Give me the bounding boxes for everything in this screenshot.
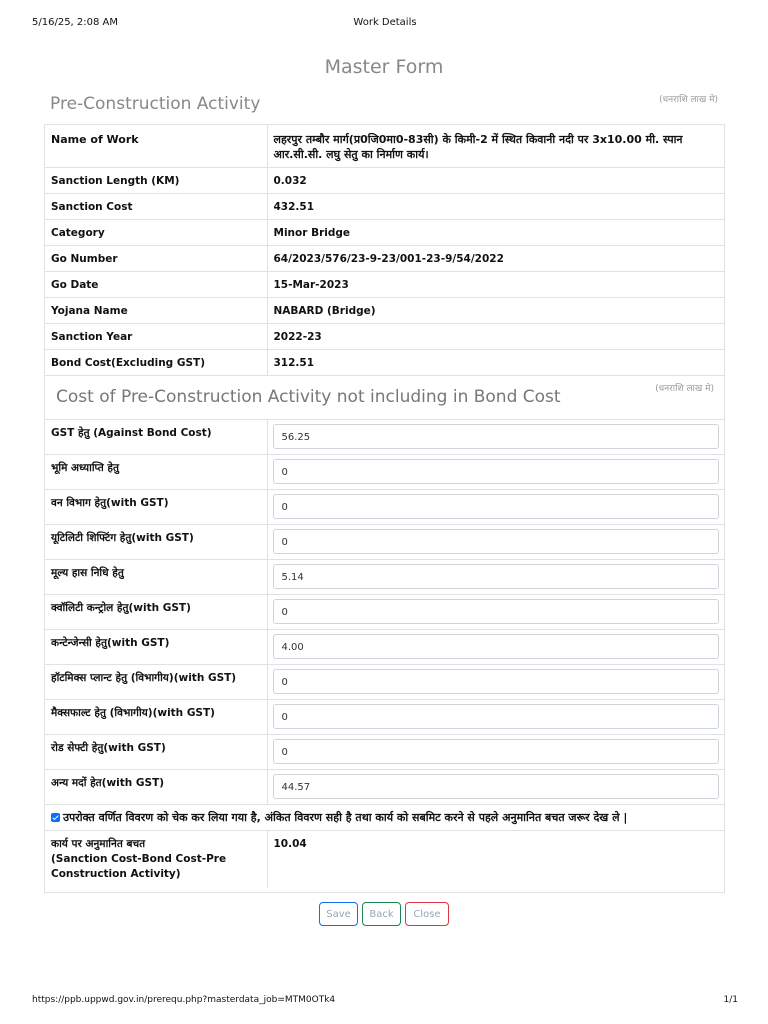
unit-note: (धनराशि लाख मे) bbox=[659, 95, 718, 105]
cost-label: GST हेतु (Against Bond Cost) bbox=[45, 420, 267, 455]
cost-row bbox=[45, 560, 724, 595]
row-value: 432.51 bbox=[267, 193, 724, 219]
other-items-input[interactable]: 44.57 bbox=[273, 774, 720, 799]
savings-row bbox=[45, 831, 724, 888]
table-row bbox=[45, 271, 724, 297]
row-value: लहरपुर तम्बौर मार्ग(प्र0जि0मा0-83सी) के किमी-2 में स्थित किवानी नदी पर 3x10.00 मी. स्पान आर.सी.सी. लघु सेतु का निर्माण कार्य। bbox=[267, 125, 724, 167]
table-row bbox=[45, 125, 724, 167]
table-row bbox=[45, 245, 724, 271]
savings-table bbox=[45, 831, 724, 888]
cost-row bbox=[45, 455, 724, 490]
cost-label: रोड सेफ्टी हेतु(with GST) bbox=[45, 735, 267, 770]
cost-label: मूल्य हास निधि हेतु bbox=[45, 560, 267, 595]
table-row bbox=[45, 297, 724, 323]
table-row bbox=[45, 167, 724, 193]
confirmation-text: उपरोक्त वर्णित विवरण को चेक कर लिया गया है, अंकित विवरण सही है तथा कार्य को सबमिट करने से पहले अनुमानित बचत जरूर देख ले | bbox=[63, 811, 628, 824]
cost-label: मैक्सफाल्ट हेतु (विभागीय)(with GST) bbox=[45, 700, 267, 735]
row-label: Sanction Cost bbox=[45, 193, 267, 219]
land-acquisition-input[interactable]: 0 bbox=[273, 459, 720, 484]
row-label: Sanction Year bbox=[45, 323, 267, 349]
close-button[interactable]: Close bbox=[405, 902, 449, 926]
row-label: Yojana Name bbox=[45, 297, 267, 323]
savings-label-line1: कार्य पर अनुमानित बचत bbox=[51, 838, 146, 850]
confirmation-row bbox=[45, 805, 724, 831]
hotmix-plant-input[interactable]: 0 bbox=[273, 669, 720, 694]
work-details-card bbox=[44, 124, 725, 893]
cost-row bbox=[45, 525, 724, 560]
cost-label: वन विभाग हेतु(with GST) bbox=[45, 490, 267, 525]
savings-value: 10.04 bbox=[273, 838, 307, 850]
print-header bbox=[32, 17, 738, 31]
row-label: Go Date bbox=[45, 271, 267, 297]
table-row bbox=[45, 349, 724, 375]
row-value: 64/2023/576/23-9-23/001-23-9/54/2022 bbox=[267, 245, 724, 271]
row-label: Category bbox=[45, 219, 267, 245]
quality-control-input[interactable]: 0 bbox=[273, 599, 720, 624]
cost-label: क्वॉलिटी कन्ट्रोल हेतु(with GST) bbox=[45, 595, 267, 630]
row-label: Go Number bbox=[45, 245, 267, 271]
cost-label: भूमि अध्याप्ति हेतु bbox=[45, 455, 267, 490]
work-info-table bbox=[45, 125, 724, 376]
back-button[interactable]: Back bbox=[362, 902, 401, 926]
cost-row bbox=[45, 490, 724, 525]
row-label: Bond Cost(Excluding GST) bbox=[45, 349, 267, 375]
row-value: 2022-23 bbox=[267, 323, 724, 349]
savings-label bbox=[45, 831, 267, 888]
cost-label: अन्य मदों हेत(with GST) bbox=[45, 770, 267, 805]
row-value: 0.032 bbox=[267, 167, 724, 193]
row-label: Name of Work bbox=[45, 125, 267, 167]
cost-section-title: Cost of Pre-Construction Activity not including in Bond Cost bbox=[56, 386, 561, 407]
cost-label: हॉटमिक्स प्लान्ट हेतु (विभागीय)(with GST) bbox=[45, 665, 267, 700]
maxphalt-input[interactable]: 0 bbox=[273, 704, 720, 729]
row-value: Minor Bridge bbox=[267, 219, 724, 245]
row-label: Sanction Length (KM) bbox=[45, 167, 267, 193]
row-value: 312.51 bbox=[267, 349, 724, 375]
table-row bbox=[45, 219, 724, 245]
cost-unit-note: (धनराशि लाख मे) bbox=[655, 383, 714, 394]
road-safety-input[interactable]: 0 bbox=[273, 739, 720, 764]
savings-label-line2: (Sanction Cost-Bond Cost-Pre Construction Activity) bbox=[51, 853, 227, 880]
save-button[interactable]: Save bbox=[319, 902, 358, 926]
page-number: 1/1 bbox=[723, 995, 738, 1005]
row-value: 15-Mar-2023 bbox=[267, 271, 724, 297]
cost-row bbox=[45, 700, 724, 735]
table-row bbox=[45, 323, 724, 349]
contingency-input[interactable]: 4.00 bbox=[273, 634, 720, 659]
print-footer bbox=[32, 995, 738, 1005]
master-form-title: Master Form bbox=[324, 56, 444, 78]
cost-row bbox=[45, 420, 724, 455]
print-timestamp: 5/16/25, 2:08 AM bbox=[32, 17, 119, 28]
cost-label: यूटिलिटी शिफ्टिंग हेतु(with GST) bbox=[45, 525, 267, 560]
forest-department-input[interactable]: 0 bbox=[273, 494, 720, 519]
cost-row bbox=[45, 665, 724, 700]
gst-input[interactable]: 56.25 bbox=[273, 424, 720, 449]
cost-row bbox=[45, 630, 724, 665]
table-row bbox=[45, 193, 724, 219]
cost-row bbox=[45, 770, 724, 805]
cost-row bbox=[45, 735, 724, 770]
row-value: NABARD (Bridge) bbox=[267, 297, 724, 323]
cost-section-header bbox=[45, 376, 724, 420]
form-actions bbox=[0, 902, 768, 926]
print-url: https://ppb.uppwd.gov.in/prerequ.php?masterdata_job=MTM0OTk4 bbox=[32, 995, 336, 1005]
confirmation-checkbox[interactable] bbox=[51, 813, 60, 822]
cost-fields-table bbox=[45, 420, 724, 806]
section-title: Pre-Construction Activity bbox=[50, 94, 261, 114]
depreciation-fund-input[interactable]: 5.14 bbox=[273, 564, 720, 589]
cost-row bbox=[45, 595, 724, 630]
cost-label: कन्टेन्जेन्सी हेतु(with GST) bbox=[45, 630, 267, 665]
print-page-title: Work Details bbox=[353, 17, 417, 28]
utility-shifting-input[interactable]: 0 bbox=[273, 529, 720, 554]
